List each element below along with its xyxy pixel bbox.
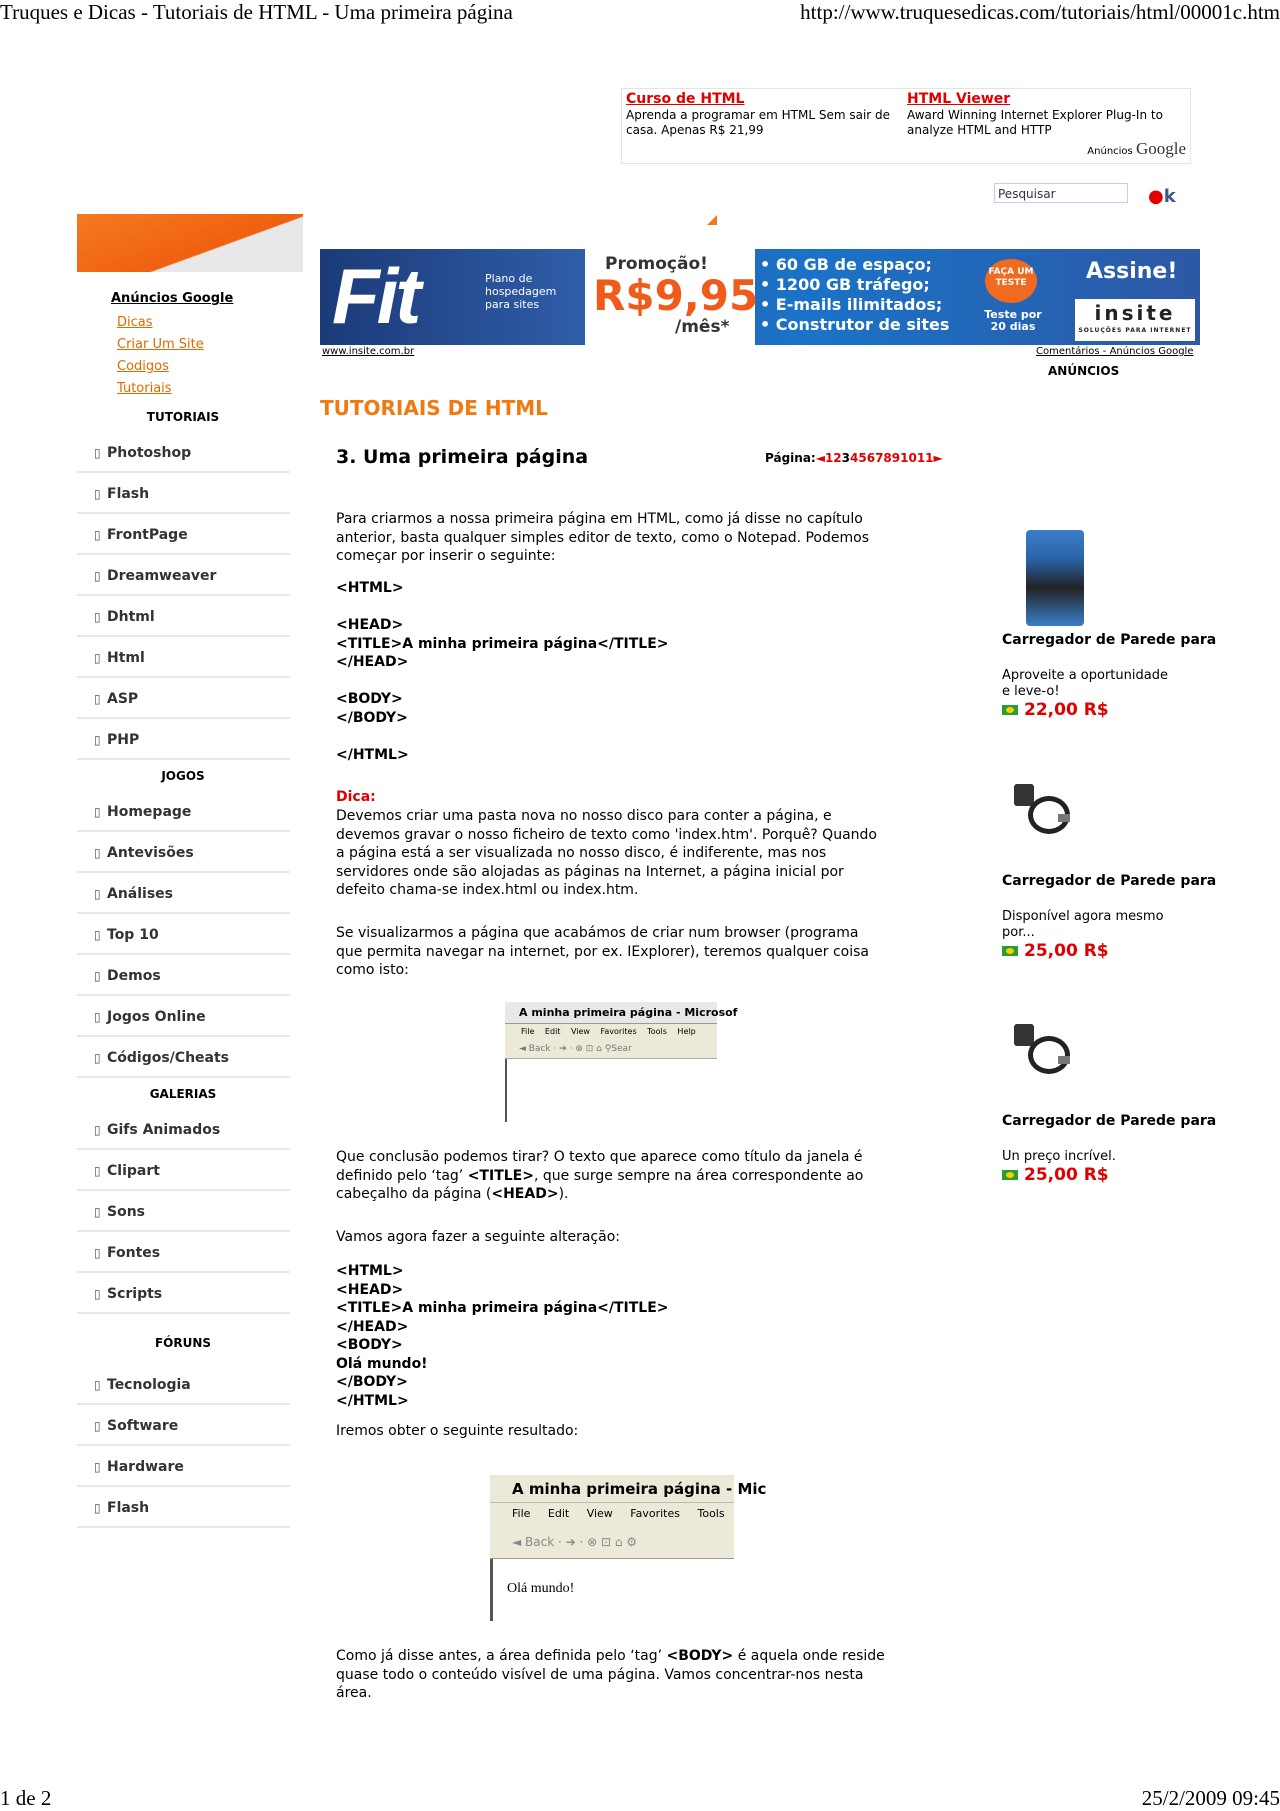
insite-logo-text: insite xyxy=(1094,301,1176,325)
bullet-icon: ▯ xyxy=(94,846,101,860)
product-title[interactable]: Carregador de Parede para xyxy=(1002,873,1217,889)
product-title[interactable]: Carregador de Parede para xyxy=(1002,632,1217,648)
nav-item-codigos-cheats[interactable] xyxy=(77,1038,290,1078)
product-desc: Disponível agora mesmo por... xyxy=(1002,909,1164,940)
bullet-icon: ▯ xyxy=(94,1205,101,1219)
nav-item-tecnologia[interactable] xyxy=(77,1365,290,1405)
nav-label: Dhtml xyxy=(107,609,155,625)
nav-label: Códigos/Cheats xyxy=(107,1050,230,1066)
bullet-icon: ▯ xyxy=(94,651,101,665)
nav-label: Análises xyxy=(107,886,174,902)
bullet-icon: ▯ xyxy=(94,569,101,583)
nav-item-dhtml[interactable] xyxy=(77,597,290,637)
nav-label: Antevisões xyxy=(107,845,194,861)
ad-text: Award Winning Internet Explorer Plug-In to analyze HTML and HTTP xyxy=(907,108,1163,137)
ad-title[interactable]: Curso de HTML xyxy=(626,91,745,107)
page-title: TUTORIAIS DE HTML xyxy=(320,396,548,420)
bullet-icon: ▯ xyxy=(94,1164,101,1178)
print-footer-datetime: 25/2/2009 09:45 xyxy=(1141,1786,1280,1810)
promo-label: Promoção! xyxy=(605,254,708,274)
code-block-1: <HTML> <HEAD> <TITLE>A minha primeira página</TITLE> </HEAD> <BODY> </BODY> </HTML> xyxy=(336,580,669,763)
feature-item: • E-mails ilimitados; xyxy=(760,295,943,314)
nav-label: Tecnologia xyxy=(107,1377,191,1393)
site-logo-fragment xyxy=(77,214,303,272)
product-title[interactable]: Carregador de Parede para xyxy=(1002,1113,1217,1129)
nav-item-hardware[interactable] xyxy=(77,1447,290,1487)
pager-label: Página: xyxy=(765,451,816,465)
menu-bar: File Edit View Favorites Tools xyxy=(490,1503,734,1525)
text: , que surge sempre na área correspondente ao cabeçalho da página ( xyxy=(336,1167,864,1202)
nav-item-scripts[interactable] xyxy=(77,1274,290,1314)
nav-item-asp[interactable] xyxy=(77,679,290,719)
charger-cable xyxy=(1028,1036,1070,1074)
bullet-icon: ▯ xyxy=(94,1051,101,1065)
charger-plug xyxy=(1014,1024,1034,1046)
nav-label: Demos xyxy=(107,968,161,984)
hello-world-text: Olá mundo! xyxy=(507,1581,575,1596)
code-inline: <BODY> xyxy=(666,1648,734,1664)
article-title: 3. Uma primeira página xyxy=(336,446,589,468)
nav-label: Html xyxy=(107,650,145,666)
nav-label: Photoshop xyxy=(107,445,192,461)
tip-text: Devemos criar uma pasta nova no nosso disco para conter a página, e devemos gravar o nosso ficheiro de texto como 'index.htm'. Porquê? Quando a página está a ser visualizada no nosso disco, é indiferente, mas nos servidores onde são alojadas as páginas na Internet, a página inicial por defeito chama-se index.html ou index.htm. xyxy=(336,808,877,898)
ok-label: k xyxy=(1163,186,1176,207)
bullet-icon: ▯ xyxy=(94,1378,101,1392)
banner-features xyxy=(760,255,949,335)
bullet-icon: ▯ xyxy=(94,692,101,706)
feature-item: • Construtor de sites xyxy=(760,315,950,334)
toolbar: ◄ Back · ➔ · ⊗ ⊡ ⌂ ⚙ xyxy=(490,1525,734,1559)
nav-item-software[interactable] xyxy=(77,1406,290,1446)
nav-label: Software xyxy=(107,1418,179,1434)
product-image[interactable] xyxy=(1014,1024,1072,1070)
product-image[interactable] xyxy=(1026,530,1084,626)
nav-label: Clipart xyxy=(107,1163,160,1179)
bullet-icon: ▯ xyxy=(94,446,101,460)
bullet-icon: ▯ xyxy=(94,1246,101,1260)
print-header-url: http://www.truquesedicas.com/tutoriais/html/00001c.htm xyxy=(800,0,1280,24)
window-title: A minha primeira página - Mic xyxy=(490,1475,734,1503)
nav-label: Sons xyxy=(107,1204,146,1220)
insite-tagline: SOLUÇÕES PARA INTERNET xyxy=(1078,327,1192,334)
paragraph-conclusion xyxy=(336,1148,886,1204)
brazil-flag-icon xyxy=(1002,1170,1018,1180)
nav-label: Flash xyxy=(107,1500,150,1516)
feature-item: • 60 GB de espaço; xyxy=(760,255,932,274)
decorative-triangle xyxy=(707,215,717,225)
pager-prev-icon[interactable]: ◄ xyxy=(815,451,825,465)
google-logo: Google xyxy=(1135,139,1186,158)
nav-label: Hardware xyxy=(107,1459,184,1475)
bullet-icon: ▯ xyxy=(94,1501,101,1515)
brazil-flag-icon xyxy=(1002,705,1018,715)
nav-item-gifs-animados[interactable] xyxy=(77,1110,290,1150)
pager-next-icon[interactable]: ► xyxy=(933,451,943,465)
section-title-jogos: JOGOS xyxy=(161,769,205,783)
nav-item-dreamweaver[interactable] xyxy=(77,556,290,596)
nav-item-frontpage[interactable] xyxy=(77,515,290,555)
feature-item: • 1200 GB tráfego; xyxy=(760,275,930,294)
product-price xyxy=(1002,700,1109,720)
product-price xyxy=(1002,941,1109,961)
bullet-icon: ▯ xyxy=(94,487,101,501)
text: Que conclusão podemos tirar? O texto que aparece como título da janela é definido pelo ‘tag’ xyxy=(336,1149,863,1184)
code-inline: <TITLE> xyxy=(467,1167,534,1184)
price-value: 22,00 R$ xyxy=(1024,700,1109,720)
text: Como já disse antes, a área definida pelo ‘tag’ xyxy=(336,1648,667,1664)
google-ads-title[interactable]: Anúncios Google xyxy=(111,291,234,306)
nav-item-fontes[interactable] xyxy=(77,1233,290,1273)
google-link-dicas[interactable]: Dicas xyxy=(117,315,153,330)
nav-item-jogos-online[interactable] xyxy=(77,997,290,1037)
bullet-icon: ▯ xyxy=(94,1287,101,1301)
banner-url-link[interactable]: www.insite.com.br xyxy=(322,346,415,357)
nav-label: Scripts xyxy=(107,1286,163,1302)
bullet-icon: ▯ xyxy=(94,969,101,983)
promo-period: /mês* xyxy=(675,317,730,337)
price-value: 25,00 R$ xyxy=(1024,1165,1109,1185)
price-value: 25,00 R$ xyxy=(1024,941,1109,961)
ad-html-viewer[interactable] xyxy=(907,92,1177,138)
nav-item-antevisoes[interactable] xyxy=(77,833,290,873)
nav-label: PHP xyxy=(107,732,140,748)
window-title: A minha primeira página - Microsof xyxy=(505,1002,717,1024)
banner-promo xyxy=(585,249,759,345)
code-block-2: <HTML> <HEAD> <TITLE>A minha primeira página</TITLE> </HEAD> <BODY> Olá mundo! </BODY> </HTML> xyxy=(336,1263,669,1409)
browser-screenshot-1 xyxy=(505,1002,738,1122)
nav-item-html[interactable] xyxy=(77,638,290,678)
nav-label: Top 10 xyxy=(107,927,159,943)
nav-item-forum-flash[interactable] xyxy=(77,1488,290,1528)
bullet-icon: ▯ xyxy=(94,1460,101,1474)
paragraph-body xyxy=(336,1647,886,1703)
paragraph-browser: Se visualizarmos a página que acabámos de criar num browser (programa que permita navegar na internet, por ex. IExplorer), teremos qualquer coisa como isto: xyxy=(336,925,869,978)
search-input[interactable]: Pesquisar xyxy=(994,183,1128,203)
paragraph-result: Iremos obter o seguinte resultado: xyxy=(336,1423,579,1439)
banner-plano: Plano de hospedagem para sites xyxy=(485,272,557,311)
bullet-icon: ▯ xyxy=(94,1123,101,1137)
menu-bar: File Edit View Favorites Tools Help xyxy=(505,1024,717,1039)
nav-item-php[interactable] xyxy=(77,720,290,760)
insite-logo xyxy=(1075,299,1195,341)
insite-banner-ad[interactable] xyxy=(320,249,1200,345)
ads-by-label: Anúncios xyxy=(1087,146,1133,157)
ok-dot-icon: ● xyxy=(1148,186,1164,207)
toolbar: ◄ Back · ➔ · ⊗ ⊡ ⌂ ⚲Sear xyxy=(505,1039,717,1059)
paragraph-intro: Para criarmos a nossa primeira página em HTML, como já disse no capítulo anterior, basta qualquer simples editor de texto, como o Notepad. Podemos começar por inserir o seguinte: xyxy=(336,511,869,564)
bullet-icon: ▯ xyxy=(94,805,101,819)
teste-label: Teste por 20 dias xyxy=(984,308,1042,333)
charger-connector xyxy=(1058,814,1070,822)
bullet-icon: ▯ xyxy=(94,528,101,542)
ad-curso-html[interactable] xyxy=(626,92,896,138)
text: ). xyxy=(558,1186,569,1202)
pager-pages-before[interactable]: 12 xyxy=(824,451,842,465)
charger-plug xyxy=(1014,784,1034,806)
nav-label: Jogos Online xyxy=(107,1009,206,1025)
google-link-criar-site[interactable]: Criar Um Site xyxy=(117,337,204,352)
ad-text: Aprenda a programar em HTML Sem sair de casa. Apenas R$ 21,99 xyxy=(626,108,891,137)
nav-item-analises[interactable] xyxy=(77,874,290,914)
nav-label: Gifs Animados xyxy=(107,1122,221,1138)
nav-label: FrontPage xyxy=(107,527,188,543)
bullet-icon: ▯ xyxy=(94,1419,101,1433)
google-link-tutoriais[interactable]: Tutoriais xyxy=(117,381,172,396)
pager-current: 3 xyxy=(841,451,851,465)
bullet-icon: ▯ xyxy=(94,928,101,942)
nav-item-demos[interactable] xyxy=(77,956,290,996)
paragraph-alteration: Vamos agora fazer a seguinte alteração: xyxy=(336,1229,620,1245)
ads-by-google[interactable] xyxy=(1087,139,1186,159)
pager-pages-after[interactable]: 4567891011 xyxy=(850,451,934,465)
nav-item-sons[interactable] xyxy=(77,1192,290,1232)
page-content xyxy=(490,1559,734,1621)
section-title-foruns: FÓRUNS xyxy=(154,1336,212,1350)
bullet-icon: ▯ xyxy=(94,610,101,624)
nav-label: ASP xyxy=(107,691,139,707)
browser-screenshot-2 xyxy=(490,1475,767,1621)
product-desc: Un preço incrível. xyxy=(1002,1149,1116,1164)
product-desc: Aproveite a oportunidade e leve-o! xyxy=(1002,668,1168,699)
google-ads-box xyxy=(621,88,1191,164)
section-title-tutoriais: TUTORIAIS xyxy=(146,410,220,424)
product-price xyxy=(1002,1165,1109,1185)
nav-label: Fontes xyxy=(107,1245,161,1261)
print-footer-page: 1 de 2 xyxy=(0,1786,52,1810)
nav-item-homepage[interactable] xyxy=(77,792,290,832)
nav-item-top10[interactable] xyxy=(77,915,290,955)
nav-item-clipart[interactable] xyxy=(77,1151,290,1191)
nav-label: Homepage xyxy=(107,804,192,820)
banner-logo: Fit xyxy=(332,252,419,340)
nav-item-photoshop[interactable] xyxy=(77,433,290,473)
pagination xyxy=(765,451,943,465)
brazil-flag-icon xyxy=(1002,946,1018,956)
bullet-icon: ▯ xyxy=(94,887,101,901)
window-edge xyxy=(505,1059,507,1122)
section-title-galerias: GALERIAS xyxy=(149,1087,217,1101)
bullet-icon: ▯ xyxy=(94,1010,101,1024)
code-inline: <HEAD> xyxy=(491,1186,559,1202)
text: é aquela onde reside quase todo o conteúdo visível de uma página. Vamos concentrar-nos nesta área. xyxy=(336,1648,885,1701)
teste-badge: FAÇA UM TESTE xyxy=(985,259,1037,303)
print-header-title: Truques e Dicas - Tutoriais de HTML - Uma primeira página xyxy=(0,0,513,24)
search-ok-button[interactable] xyxy=(1148,186,1176,207)
charger-connector xyxy=(1058,1056,1070,1064)
bullet-icon: ▯ xyxy=(94,733,101,747)
promo-price: R$9,95 xyxy=(593,271,759,320)
anuncios-label: ANÚNCIOS xyxy=(1048,364,1120,378)
banner-comments-link[interactable]: Comentários - Anúncios Google xyxy=(1036,346,1194,357)
nav-label: Dreamweaver xyxy=(107,568,217,584)
product-image[interactable] xyxy=(1014,784,1072,828)
google-link-codigos[interactable]: Codigos xyxy=(117,359,169,374)
ad-title[interactable]: HTML Viewer xyxy=(907,91,1011,107)
nav-item-flash[interactable] xyxy=(77,474,290,514)
nav-label: Flash xyxy=(107,486,150,502)
tip-label: Dica: xyxy=(336,789,376,805)
assine-label: Assine! xyxy=(1086,259,1178,284)
